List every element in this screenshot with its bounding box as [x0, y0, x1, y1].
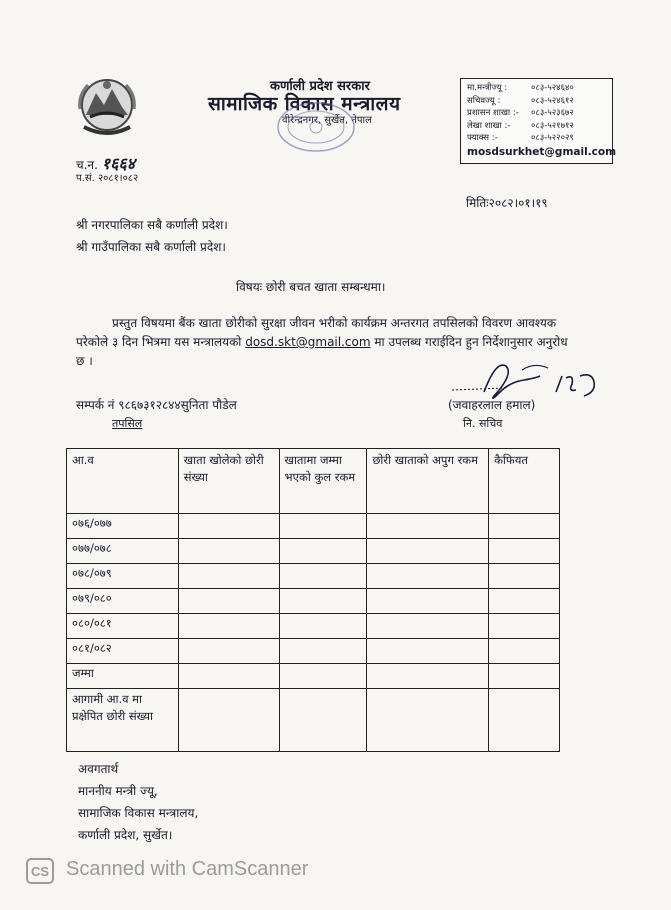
table-header: छोरी खाताको अपुग रकम [367, 449, 489, 514]
table-cell [367, 539, 489, 564]
table-cell [489, 514, 560, 539]
table-cell [279, 589, 367, 614]
contact-email: mosdsurkhet@gmail.com [467, 145, 617, 158]
table-row-label: ०८०/०८१ [67, 614, 179, 639]
table-row [67, 564, 560, 589]
contact-label: मा.मन्त्रीज्यू : [467, 83, 508, 93]
annex-table [66, 448, 560, 752]
body-email-link[interactable]: dosd.skt@gmail.com [245, 335, 371, 349]
camscanner-watermark: Scanned with CamScanner [66, 858, 309, 880]
contact-row-minister [467, 82, 606, 95]
cc-line: माननीय मन्त्री ज्यू, [78, 784, 158, 798]
recipient-rural-municipality: श्री गाउँपालिका सबै कर्णाली प्रदेश। [76, 240, 226, 254]
table-header: आ.व [67, 449, 179, 514]
table-cell [489, 689, 560, 752]
table-cell [367, 514, 489, 539]
table-row-label: ०७९/०८० [67, 589, 179, 614]
cc-line: कर्णाली प्रदेश, सुर्खेत। [78, 828, 173, 842]
letter-date: मितिः२०८२।०१।१९ [466, 196, 548, 210]
table-cell [178, 514, 279, 539]
table-header: खातामा जम्मा भएको कुल रकम [279, 449, 367, 514]
table-cell [279, 689, 367, 752]
table-cell [279, 614, 367, 639]
table-cell [279, 514, 367, 539]
signer-name: (जवाहरलाल हमाल) [448, 398, 536, 412]
contact-row-fax [467, 132, 606, 145]
table-cell [489, 639, 560, 664]
table-header-row [67, 449, 560, 514]
body-text-part: प्रस्तुत विषयमा बैंक खाता छोरीको सुरक्षा जीवन भरीको कार्यक्रम अन्तरगत तपसिलको विवरण आवश्यक परेकोले ३ दिन भित्रमा यस मन्त्रालयको [76, 316, 557, 349]
fiscal-year: प.सं. २०८१।०८२ [76, 173, 139, 184]
body-text-part: मा उपलब्ध गराईदिन हुन निर्देशानुसार अनुरोध छ । [76, 335, 568, 368]
contact-label: प्रशासन शाखा :- [467, 108, 519, 118]
contact-row-admin [467, 107, 606, 120]
table-cell [178, 664, 279, 689]
contact-person: सम्पर्क नं ९८६७३१२८४४सुनिता पौडेल [76, 398, 237, 412]
table-row [67, 589, 560, 614]
contact-value: ०८३-५२४६४० [531, 83, 574, 93]
table-row-label: ०७६/०७७ [67, 514, 179, 539]
camscanner-logo-icon [26, 858, 54, 884]
table-row-label: ०७७/०७८ [67, 539, 179, 564]
table-cell [178, 589, 279, 614]
annex-heading: तपसिल [112, 417, 143, 430]
ministry-address: वीरेन्द्रनगर, सुर्खेत, नेपाल [282, 115, 372, 126]
table-cell [279, 564, 367, 589]
table-cell [489, 589, 560, 614]
contact-row-accounts [467, 120, 606, 133]
contact-value: ०८३-५२३६७२ [531, 108, 574, 118]
table-cell [489, 614, 560, 639]
cc-heading: अवगतार्थ [78, 762, 119, 776]
table-header: कैफियत [489, 449, 560, 514]
table-cell [178, 639, 279, 664]
government-name: कर्णाली प्रदेश सरकार [270, 79, 370, 94]
table-row-label: आगामी आ.व मा प्रक्षेपित छोरी संख्या [67, 689, 179, 752]
table-row-label: जम्मा [67, 664, 179, 689]
table-header: खाता खोलेको छोरी संख्या [178, 449, 279, 514]
table-row [67, 514, 560, 539]
table-cell [178, 614, 279, 639]
reference-value: १६६४ [101, 154, 136, 173]
table-cell [367, 664, 489, 689]
contact-label: लेखा शाखा :- [467, 120, 511, 131]
contact-row-secretary [467, 95, 606, 108]
table-row [67, 539, 560, 564]
table-cell [367, 614, 489, 639]
table-row-projection [67, 689, 560, 752]
nepal-emblem-icon [76, 75, 138, 139]
table-row-total [67, 664, 560, 689]
table-cell [178, 564, 279, 589]
table-row-label: ०८१/०८२ [67, 639, 179, 664]
ministry-name: सामाजिक विकास मन्त्रालय [208, 93, 401, 115]
table-cell [367, 564, 489, 589]
table-row [67, 639, 560, 664]
table-cell [279, 639, 367, 664]
recipient-municipality: श्री नगरपालिका सबै कर्णाली प्रदेश। [76, 218, 228, 232]
camscanner-logo-text: CS [30, 864, 50, 879]
contact-value: ०८३-५२२०२९ [531, 133, 574, 143]
table-cell [367, 589, 489, 614]
letter-subject: विषयः छोरी बचत खाता सम्बन्धमा। [236, 280, 386, 294]
reference-prefix: च.न. [76, 158, 98, 172]
contact-value: ०८३-५२१७१२ [531, 120, 574, 131]
table-row [67, 614, 560, 639]
contact-label: सचिवज्यू : [467, 95, 501, 106]
table-cell [367, 639, 489, 664]
table-cell [279, 539, 367, 564]
table-cell [178, 539, 279, 564]
table-cell [178, 689, 279, 752]
table-cell [279, 664, 367, 689]
signer-title: नि. सचिव [463, 417, 503, 430]
table-row-label: ०७८/०७९ [67, 564, 179, 589]
table-cell [489, 564, 560, 589]
cc-line: सामाजिक विकास मन्त्रालय, [78, 806, 199, 820]
contact-value: ०८३-५२४६१२ [531, 95, 574, 106]
contact-label: फ्याक्स :- [467, 133, 498, 143]
office-stamp-icon [272, 98, 360, 156]
table-cell [489, 664, 560, 689]
table-cell [367, 689, 489, 752]
table-cell [489, 539, 560, 564]
contact-box [460, 78, 617, 164]
